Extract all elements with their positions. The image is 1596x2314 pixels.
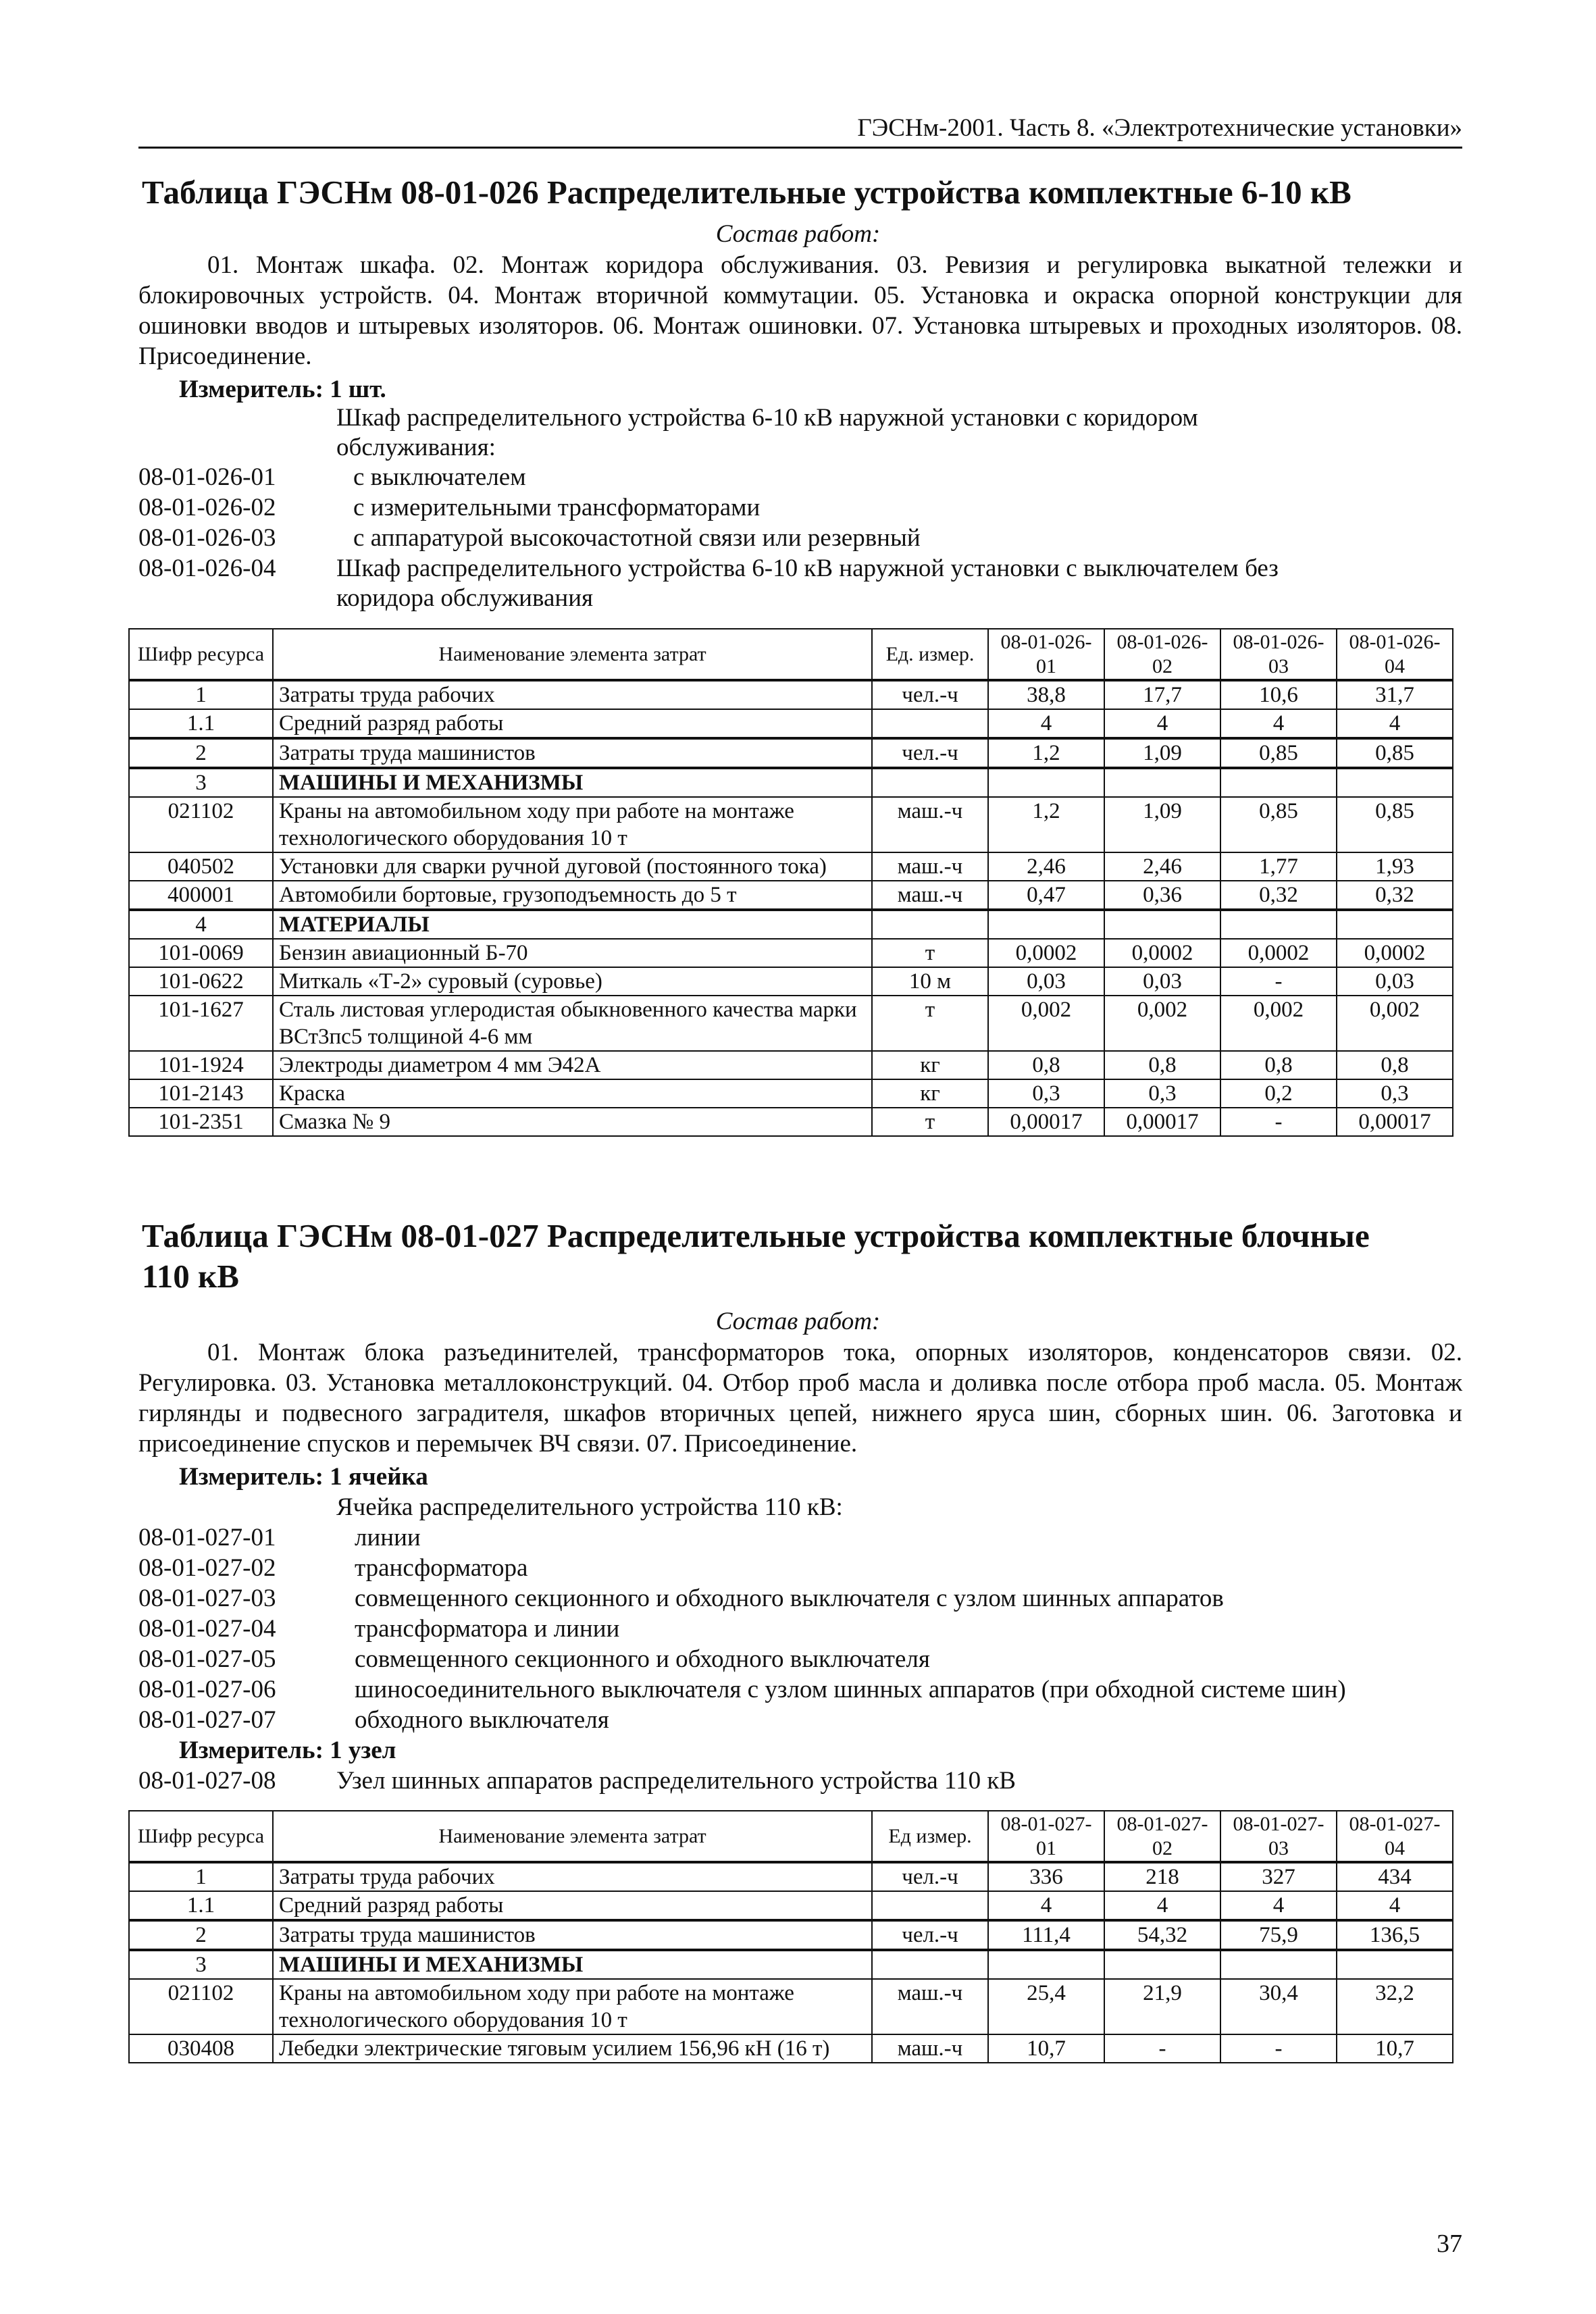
- table-row: [129, 1920, 1453, 1950]
- cell-value: 0,32: [1337, 881, 1453, 910]
- cell-value: 0,85: [1337, 797, 1453, 852]
- section-heading: МАШИНЫ И МЕХАНИЗМЫ: [273, 1950, 872, 1979]
- cell-value: 0,002: [1337, 996, 1453, 1051]
- cell-value: 21,9: [1104, 1979, 1220, 2034]
- cell-value: 1,93: [1337, 852, 1453, 881]
- cell-value: [988, 1950, 1104, 1979]
- cell-value: -: [1220, 2034, 1337, 2063]
- cell-value: 0,03: [1104, 967, 1220, 996]
- cell-value: 30,4: [1220, 1979, 1337, 2034]
- cell-name: Миткаль «Т-2» суровый (суровье): [273, 967, 872, 996]
- cell-unit: чел.-ч: [872, 1862, 988, 1891]
- page-number: 37: [1437, 2230, 1462, 2258]
- cell-code: 4: [129, 910, 273, 939]
- cell-code: 3: [129, 768, 273, 797]
- header-cell: Ед. измер.: [872, 629, 988, 680]
- table1-header-row: [129, 629, 1453, 680]
- cell-name: Затраты труда рабочих: [273, 680, 872, 709]
- cell-name: Краны на автомобильном ходу при работе на монтаже технологического оборудования 10 т: [273, 1979, 872, 2034]
- running-header: ГЭСНм-2001. Часть 8. «Электротехнические установки»: [138, 113, 1462, 149]
- section-heading: МАТЕРИАЛЫ: [273, 910, 872, 939]
- table-row: [129, 1950, 1453, 1979]
- table-row: [129, 1979, 1453, 2034]
- item-code: 08-01-026-01: [138, 463, 276, 491]
- cell-value: 0,002: [1104, 996, 1220, 1051]
- cell-value: 0,00017: [988, 1108, 1104, 1136]
- cell-name: Установки для сварки ручной дуговой (постоянного тока): [273, 852, 872, 881]
- item-code: 08-01-027-05: [138, 1645, 276, 1673]
- header-cell: 08-01-026-01: [988, 629, 1104, 680]
- cell-code: 400001: [129, 881, 273, 910]
- table1-title: Таблица ГЭСНм 08-01-026 Распределительные устройства комплектные 6-10 кВ: [142, 174, 1352, 211]
- cell-name: Средний разряд работы: [273, 709, 872, 738]
- cell-unit: т: [872, 1108, 988, 1136]
- cell-unit: 10 м: [872, 967, 988, 996]
- cell-code: 1.1: [129, 709, 273, 738]
- cell-value: 31,7: [1337, 680, 1453, 709]
- item-desc: с аппаратурой высокочастотной связи или резервный: [353, 524, 921, 552]
- cell-value: [1337, 910, 1453, 939]
- cell-value: 0,85: [1220, 738, 1337, 768]
- cell-unit: [872, 768, 988, 797]
- cell-value: 0,3: [1104, 1079, 1220, 1108]
- table2-header-row: [129, 1811, 1453, 1862]
- table-row: [129, 852, 1453, 881]
- cell-code: 3: [129, 1950, 273, 1979]
- cell-value: [1337, 768, 1453, 797]
- table2-meter-node: Измеритель: 1 узел: [179, 1737, 396, 1764]
- cell-name: Сталь листовая углеродистая обыкновенного качества марки ВСт3пс5 толщиной 4-6 мм: [273, 996, 872, 1051]
- header-cell: 08-01-027-03: [1220, 1811, 1337, 1862]
- cell-value: 1,77: [1220, 852, 1337, 881]
- cell-value: 4: [988, 709, 1104, 738]
- cell-value: -: [1104, 2034, 1220, 2063]
- item-code: 08-01-026-04: [138, 555, 276, 582]
- cell-name: Бензин авиационный Б-70: [273, 939, 872, 967]
- cell-unit: кг: [872, 1051, 988, 1079]
- item-code: 08-01-026-02: [138, 494, 276, 521]
- cell-value: 0,2: [1220, 1079, 1337, 1108]
- item-desc: Шкаф распределительного устройства 6-10 кВ наружной установки с выключателем без коридора обслуживания: [336, 555, 1279, 612]
- item-desc: трансформатора: [355, 1554, 528, 1582]
- cell-code: 1.1: [129, 1891, 273, 1920]
- header-cell: Шифр ресурса: [129, 1811, 273, 1862]
- cell-code: 101-2143: [129, 1079, 273, 1108]
- cell-code: 030408: [129, 2034, 273, 2063]
- cell-value: 0,36: [1104, 881, 1220, 910]
- cell-value: 1,09: [1104, 797, 1220, 852]
- header-cell: 08-01-026-04: [1337, 629, 1453, 680]
- cell-value: 0,3: [1337, 1079, 1453, 1108]
- cell-value: 4: [1220, 1891, 1337, 1920]
- table-row: [129, 967, 1453, 996]
- cell-code: 040502: [129, 852, 273, 881]
- cell-name: Краны на автомобильном ходу при работе на монтаже технологического оборудования 10 т: [273, 797, 872, 852]
- cell-value: [988, 768, 1104, 797]
- table-row: [129, 797, 1453, 852]
- header-cell: 08-01-027-04: [1337, 1811, 1453, 1862]
- cell-code: 1: [129, 1862, 273, 1891]
- cell-value: -: [1220, 1108, 1337, 1136]
- table1-item-4: [138, 554, 1462, 615]
- cell-name: Средний разряд работы: [273, 1891, 872, 1920]
- cell-name: Электроды диаметром 4 мм Э42А: [273, 1051, 872, 1079]
- cell-unit: маш.-ч: [872, 881, 988, 910]
- cell-value: 1,2: [988, 797, 1104, 852]
- cell-name: Автомобили бортовые, грузоподъемность до 5 т: [273, 881, 872, 910]
- table1-meter: Измеритель: 1 шт.: [179, 376, 386, 403]
- cell-code: 2: [129, 738, 273, 768]
- cell-unit: маш.-ч: [872, 852, 988, 881]
- cell-value: 54,32: [1104, 1920, 1220, 1950]
- cell-value: 0,0002: [1104, 939, 1220, 967]
- cell-code: 101-1627: [129, 996, 273, 1051]
- cell-value: [1337, 1950, 1453, 1979]
- cell-name: Краска: [273, 1079, 872, 1108]
- cell-value: 111,4: [988, 1920, 1104, 1950]
- table-row: [129, 709, 1453, 738]
- cell-value: 0,0002: [988, 939, 1104, 967]
- table-row: [129, 680, 1453, 709]
- table-row: [129, 1862, 1453, 1891]
- table-row: [129, 768, 1453, 797]
- cell-value: 4: [988, 1891, 1104, 1920]
- cell-code: 021102: [129, 1979, 273, 2034]
- cell-value: 0,8: [1104, 1051, 1220, 1079]
- item-desc: совмещенного секционного и обходного выключателя с узлом шинных аппаратов: [355, 1585, 1224, 1612]
- table2-sostav-label: Состав работ:: [715, 1308, 881, 1335]
- cell-value: 0,85: [1220, 797, 1337, 852]
- header-cell: Шифр ресурса: [129, 629, 273, 680]
- cell-value: 2,46: [988, 852, 1104, 881]
- item-code: 08-01-027-08: [138, 1767, 276, 1795]
- cell-unit: маш.-ч: [872, 797, 988, 852]
- cell-value: [1104, 768, 1220, 797]
- cell-value: 4: [1337, 1891, 1453, 1920]
- header-cell: 08-01-027-02: [1104, 1811, 1220, 1862]
- cell-value: 0,32: [1220, 881, 1337, 910]
- item-desc: с выключателем: [353, 463, 526, 491]
- cell-name: Затраты труда машинистов: [273, 1920, 872, 1950]
- item-desc: с измерительными трансформаторами: [353, 494, 761, 521]
- item-code: 08-01-026-03: [138, 524, 276, 552]
- table-row: [129, 1051, 1453, 1079]
- cell-value: 1,09: [1104, 738, 1220, 768]
- header-cell: 08-01-027-01: [988, 1811, 1104, 1862]
- header-cell: Наименование элемента затрат: [273, 629, 872, 680]
- cell-name: Затраты труда рабочих: [273, 1862, 872, 1891]
- item-code: 08-01-027-02: [138, 1554, 276, 1582]
- cell-value: 0,03: [1337, 967, 1453, 996]
- table2-meter-cell: Измеритель: 1 ячейка: [179, 1463, 428, 1491]
- cell-unit: чел.-ч: [872, 680, 988, 709]
- table-row: [129, 738, 1453, 768]
- cell-value: -: [1220, 967, 1337, 996]
- table-row: [129, 1891, 1453, 1920]
- cell-value: [988, 910, 1104, 939]
- cell-value: 0,00017: [1104, 1108, 1220, 1136]
- cell-value: 0,0002: [1337, 939, 1453, 967]
- cell-unit: чел.-ч: [872, 738, 988, 768]
- cell-unit: [872, 709, 988, 738]
- item-desc: шиносоединительного выключателя с узлом шинных аппаратов (при обходной системе шин): [355, 1676, 1346, 1703]
- cell-value: 2,46: [1104, 852, 1220, 881]
- cell-value: 434: [1337, 1862, 1453, 1891]
- cell-value: 136,5: [1337, 1920, 1453, 1950]
- header-cell: Наименование элемента затрат: [273, 1811, 872, 1862]
- cell-value: 32,2: [1337, 1979, 1453, 2034]
- cell-value: 0,8: [988, 1051, 1104, 1079]
- cell-value: 0,85: [1337, 738, 1453, 768]
- cell-unit: чел.-ч: [872, 1920, 988, 1950]
- header-cell: 08-01-026-03: [1220, 629, 1337, 680]
- item-code: 08-01-027-01: [138, 1524, 276, 1551]
- cell-value: [1220, 768, 1337, 797]
- cell-unit: маш.-ч: [872, 1979, 988, 2034]
- cell-unit: т: [872, 996, 988, 1051]
- table-row: [129, 881, 1453, 910]
- section-heading: МАШИНЫ И МЕХАНИЗМЫ: [273, 768, 872, 797]
- cell-unit: т: [872, 939, 988, 967]
- cell-value: [1220, 910, 1337, 939]
- cell-value: 0,8: [1337, 1051, 1453, 1079]
- item-desc: Узел шинных аппаратов распределительного устройства 110 кВ: [336, 1767, 1016, 1795]
- cell-code: 101-0622: [129, 967, 273, 996]
- cell-code: 101-2351: [129, 1108, 273, 1136]
- item-desc: трансформатора и линии: [355, 1615, 620, 1643]
- item-code: 08-01-027-04: [138, 1615, 276, 1643]
- table-row: [129, 1079, 1453, 1108]
- cell-unit: кг: [872, 1079, 988, 1108]
- header-cell: Ед измер.: [872, 1811, 988, 1862]
- cell-value: 0,47: [988, 881, 1104, 910]
- cell-value: 0,002: [988, 996, 1104, 1051]
- cell-name: Лебедки электрические тяговым усилием 156,96 кН (16 т): [273, 2034, 872, 2063]
- cell-value: 4: [1104, 709, 1220, 738]
- cell-unit: маш.-ч: [872, 2034, 988, 2063]
- cell-unit: [872, 1950, 988, 1979]
- cell-code: 101-0069: [129, 939, 273, 967]
- cell-value: 0,3: [988, 1079, 1104, 1108]
- header-cell: 08-01-026-02: [1104, 629, 1220, 680]
- table2-norms: [128, 1810, 1453, 2063]
- table1-norms: [128, 628, 1453, 1137]
- table-row: [129, 939, 1453, 967]
- cell-value: [1220, 1950, 1337, 1979]
- table1-works-text: 01. Монтаж шкафа. 02. Монтаж коридора обслуживания. 03. Ревизия и регулировка выкатной тележки и блокировочных устройств. 04. Монтаж вторичной коммутации. 05. Установка и окраска опорной конструкции для ошиновки вводов и штыревых изоляторов. 06. Монтаж ошиновки. 07. Установка штыревых и проходных изоляторов. 08. Присоединение.: [138, 251, 1462, 370]
- item-code: 08-01-027-07: [138, 1706, 276, 1734]
- cell-value: 1,2: [988, 738, 1104, 768]
- table2-works-text: 01. Монтаж блока разъединителей, трансформаторов тока, опорных изоляторов, конденсаторов связи. 02. Регулировка. 03. Установка металлоконструкций. 04. Отбор проб масла и доливка после отбора проб масла. 05. Монтаж гирлянды и подвесного заградителя, шкафов вторичных цепей, нижнего яруса шин, сборных шин. 06. Заготовка и присоединение спусков и перемычек ВЧ связи. 07. Присоединение.: [138, 1339, 1462, 1458]
- cell-value: [1104, 1950, 1220, 1979]
- item-desc: линии: [355, 1524, 421, 1551]
- table-row: [129, 910, 1453, 939]
- cell-value: 0,8: [1220, 1051, 1337, 1079]
- cell-code: 021102: [129, 797, 273, 852]
- cell-value: [1104, 910, 1220, 939]
- cell-unit: [872, 1891, 988, 1920]
- cell-name: Смазка № 9: [273, 1108, 872, 1136]
- table1-sostav-label: Состав работ:: [715, 220, 881, 248]
- item-code: 08-01-027-03: [138, 1585, 276, 1612]
- cell-value: 4: [1220, 709, 1337, 738]
- table2-intro: Ячейка распределительного устройства 110 кВ:: [336, 1493, 843, 1521]
- cell-value: 327: [1220, 1862, 1337, 1891]
- cell-value: 38,8: [988, 680, 1104, 709]
- cell-value: 75,9: [1220, 1920, 1337, 1950]
- cell-value: 4: [1104, 1891, 1220, 1920]
- cell-name: Затраты труда машинистов: [273, 738, 872, 768]
- cell-value: 0,00017: [1337, 1108, 1453, 1136]
- item-code: 08-01-027-06: [138, 1676, 276, 1703]
- cell-value: 10,6: [1220, 680, 1337, 709]
- item-desc: совмещенного секционного и обходного выключателя: [355, 1645, 930, 1673]
- cell-value: 336: [988, 1862, 1104, 1891]
- table-row: [129, 2034, 1453, 2063]
- cell-value: 0,0002: [1220, 939, 1337, 967]
- table2-title: Таблица ГЭСНм 08-01-027 Распределительные устройства комплектные блочные 110 кВ: [142, 1217, 1370, 1295]
- cell-value: 10,7: [1337, 2034, 1453, 2063]
- cell-value: 0,03: [988, 967, 1104, 996]
- table-row: [129, 996, 1453, 1051]
- cell-value: 10,7: [988, 2034, 1104, 2063]
- cell-code: 101-1924: [129, 1051, 273, 1079]
- cell-value: 25,4: [988, 1979, 1104, 2034]
- table1-intro: Шкаф распределительного устройства 6-10 кВ наружной установки с коридором обслуживания:: [336, 404, 1198, 461]
- cell-code: 1: [129, 680, 273, 709]
- item-desc: обходного выключателя: [355, 1706, 609, 1734]
- cell-unit: [872, 910, 988, 939]
- cell-code: 2: [129, 1920, 273, 1950]
- cell-value: 4: [1337, 709, 1453, 738]
- cell-value: 17,7: [1104, 680, 1220, 709]
- cell-value: 0,002: [1220, 996, 1337, 1051]
- cell-value: 218: [1104, 1862, 1220, 1891]
- table-row: [129, 1108, 1453, 1136]
